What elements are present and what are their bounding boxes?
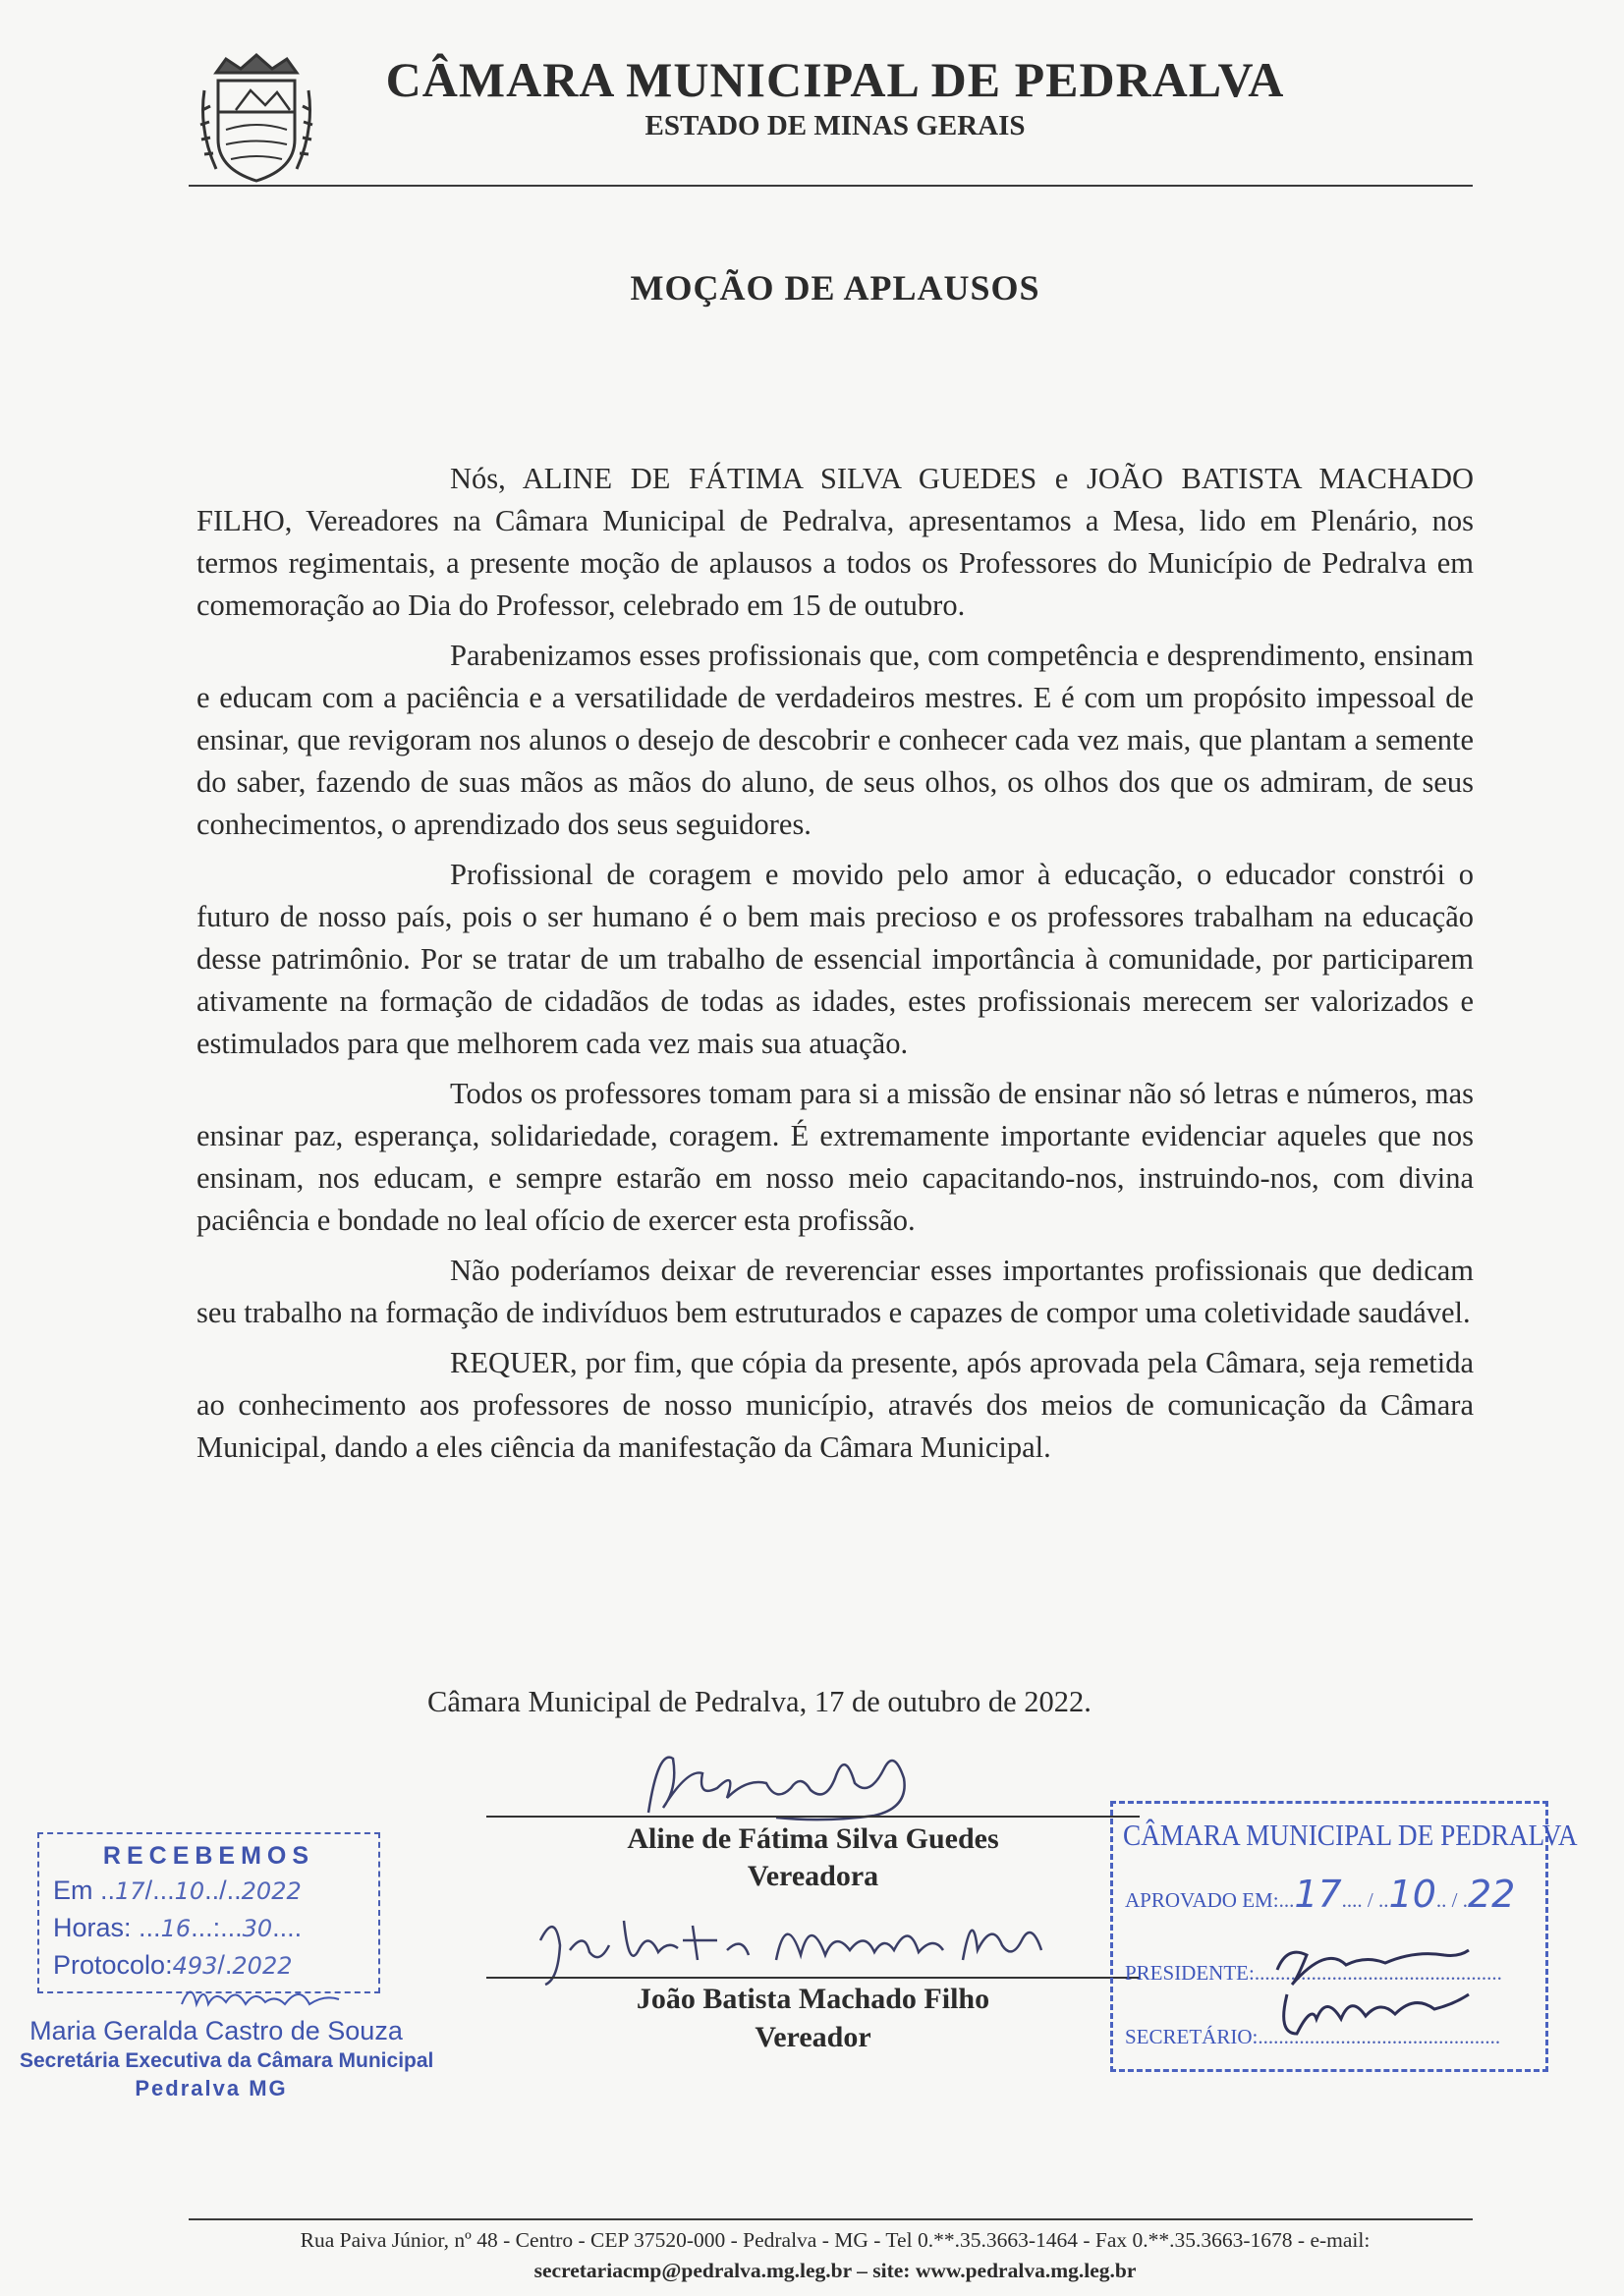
footer-divider: [189, 2218, 1473, 2220]
received-hours-row: Horas: ...16...:...30....: [53, 1913, 303, 1942]
org-name-heading: CÂMARA MUNICIPAL DE PEDRALVA: [385, 52, 1285, 107]
body-paragraph: Nós, ALINE DE FÁTIMA SILVA GUEDES e JOÃO BATISTA MACHADO FILHO, Vereadores na Câmara Municipal de Pedralva, apresentamos a Mesa, lido em Plenário, nos termos regimentais, a presente moção de aplausos a todos os Professores do Município de Pedralva em comemoração ao Dia do Professor, celebrado em 15 de outubro.: [196, 462, 1474, 622]
received-stamp: [37, 1832, 380, 1993]
body-paragraph: Não poderíamos deixar de reverenciar esses importantes profissionais que dedicam seu trabalho na formação de indivíduos bem estruturados e capazes de compor uma coletividade saudável.: [196, 1254, 1474, 1329]
received-date-month: 10: [174, 1877, 205, 1905]
signer-name: João Batista Machado Filho: [636, 1983, 990, 2015]
signature-line: [486, 1816, 1140, 1818]
place-date-line: Câmara Municipal de Pedralva, 17 de outubro de 2022.: [427, 1685, 1092, 1718]
received-date-year: 2022: [241, 1877, 302, 1905]
secretary-label: SECRETÁRIO:: [1125, 2025, 1259, 2048]
received-protocol-num: 493: [172, 1952, 218, 1980]
received-person-role: Secretária Executiva da Câmara Municipal: [20, 2049, 434, 2072]
body-paragraph: REQUER, por fim, que cópia da presente, após aprovada pela Câmara, seja remetida ao conhecimento aos professores de nosso município, através dos meios de comunicação da Câmara Municipal, dando a eles ciência da manifestação da Câmara Municipal.: [196, 1346, 1474, 1464]
received-date-row: Em ..17/...10../..2022: [53, 1876, 302, 1905]
body-paragraph: Profissional de coragem e movido pelo amor à educação, o educador constrói o futuro de nosso país, pois o ser humano é o bem mais precioso e os professores trabalham na educação desse patrimônio. Por se tratar de um trabalho de essencial importância à comunidade, por participarem ativamente na formação de cidadãos de todas as idades, estes profissionais merecem ser valorizados e estimulados para que melhorem cada vez mais sua atuação.: [196, 858, 1474, 1060]
signer-name: Aline de Fátima Silva Guedes: [627, 1822, 999, 1855]
approved-date-month: 10: [1388, 1873, 1436, 1916]
header-divider: [189, 185, 1473, 187]
document-title: MOÇÃO DE APLAUSOS: [630, 268, 1040, 308]
footer-address: Rua Paiva Júnior, nº 48 - Centro - CEP 37520-000 - Pedralva - MG - Tel 0.**.35.3663-1464 - Fax 0.**.35.3663-1678 - e-mail:: [300, 2228, 1371, 2252]
received-protocol-year: 2022: [232, 1952, 293, 1980]
approved-date-row: APROVADO EM:...17.... / ..10.. / .22: [1125, 1873, 1516, 1916]
signer-role: Vereadora: [747, 1860, 879, 1892]
received-hours-m: 30: [242, 1915, 273, 1942]
signer-role: Vereador: [755, 2021, 871, 2053]
received-city: Pedralva MG: [135, 2076, 288, 2100]
aline-handwritten-signature: [629, 1729, 933, 1827]
received-date-label: Em: [53, 1876, 93, 1905]
approved-stamp-title: CÂMARA MUNICIPAL DE PEDRALVA: [1123, 1818, 1578, 1852]
secretary-row: SECRETÁRIO:...............................................: [1125, 2025, 1501, 2048]
joao-handwritten-signature: [531, 1891, 1061, 1989]
received-protocol-label: Protocolo:: [53, 1950, 173, 1980]
received-protocol-row: Protocolo:493/.2022: [53, 1950, 293, 1980]
document-body: [196, 458, 1474, 1477]
received-stamp-title: RECEBEMOS: [102, 1842, 315, 1870]
approved-date-year: 22: [1467, 1873, 1516, 1916]
approved-date-label: APROVADO EM:: [1125, 1888, 1279, 1912]
body-paragraph: Parabenizamos esses profissionais que, com competência e desprendimento, ensinam e educam com a paciência e a versatilidade de verdadeiros mestres. E é com um propósito impessoal de ensinar, que revigoram nos alunos o desejo de descobrir e conhecer cada vez mais, que plantam a semente do saber, fazendo de suas mãos as mãos do aluno, de seus olhos, os olhos dos que os admiram, de seus conhecimentos, o aprendizado dos seus seguidores.: [196, 639, 1474, 841]
president-label: PRESIDENTE:: [1125, 1961, 1255, 1985]
approved-stamp: [1110, 1801, 1578, 2072]
received-hours-h: 16: [160, 1915, 192, 1942]
org-state-subheading: ESTADO DE MINAS GERAIS: [644, 110, 1026, 141]
received-date-day: 17: [115, 1877, 145, 1905]
footer-contact: secretariacmp@pedralva.mg.leg.br – site: www.pedralva.mg.leg.br: [533, 2259, 1137, 2282]
received-hours-label: Horas:: [53, 1913, 132, 1942]
signature-line: [486, 1977, 1140, 1979]
approved-date-day: 17: [1294, 1873, 1342, 1916]
president-row: PRESIDENTE:................................................: [1125, 1961, 1502, 1985]
received-person-name: Maria Geralda Castro de Souza: [29, 2016, 403, 2045]
body-paragraph: Todos os professores tomam para si a missão de ensinar não só letras e números, mas ensinar paz, esperança, solidariedade, coragem. É extremamente importante evidenciar aqueles que nos ensinam, nos educam, e sempre estarão em nosso meio capacitando-nos, instruindo-nos, com divina paciência e bondade no leal ofício de exercer esta profissão.: [196, 1077, 1474, 1237]
